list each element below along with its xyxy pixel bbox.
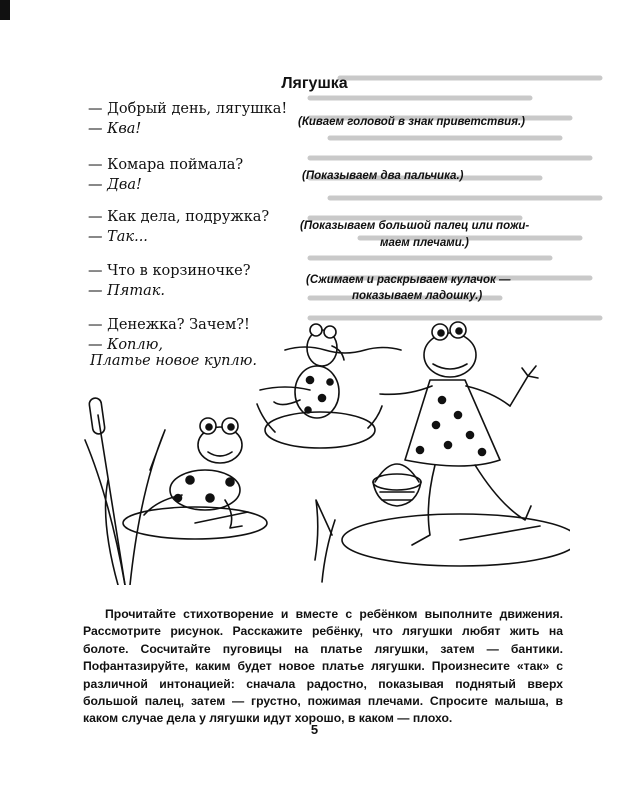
instruction-3-line-1: (Показываем большой палец или пожи- — [300, 220, 530, 232]
instruction-3-line-2: маем плечами.) — [380, 237, 469, 249]
instruction-4-line-2: показываем ладошку.) — [352, 290, 483, 302]
dialogue-answer-5-line-2: Платье новое куплю. — [90, 353, 258, 369]
page-title: Лягушка — [281, 75, 348, 92]
instruction-1: (Киваем головой в знак приветствия.) — [298, 116, 525, 128]
instruction-paragraph: Прочитайте стихотворение и вместе с ребёнком выполните движения. Рассмотрите рисунок. Расскажите ребёнку, что лягушки любят жить на болоте. Сосчитайте пуговицы на платье лягушки, затем — бантики. Пофантазируйте, каким будет новое платье лягушки. Произнесите «так» с различной интонацией: сначала радостно, показывая поднятый вверх большой палец, затем — грустно, пожимая плечами. Спросите малыша, в каком случае дела у лягушки идут хорошо, в каком — плохо. — [83, 607, 563, 726]
dialogue-question-1: — Добрый день, лягушка! — [88, 101, 288, 117]
dialogue-question-4: — Что в корзиночке? — [88, 263, 251, 279]
page-number: 5 — [310, 722, 319, 737]
dialogue-answer-4: — Пятак. — [88, 283, 166, 299]
dialogue-answer-1: — Ква! — [88, 121, 142, 137]
dialogue-answer-5-line-1: — Коплю, — [88, 337, 164, 353]
dialogue-answer-3: — Так... — [88, 229, 148, 245]
instruction-4-line-1: (Сжимаем и раскрываем кулачок — — [306, 274, 511, 286]
scan-edge-mark — [0, 0, 10, 20]
dialogue-question-2: — Комара поймала? — [88, 157, 244, 173]
dialogue-answer-2: — Два! — [88, 177, 142, 193]
dialogue-question-5: — Денежка? Зачем?! — [88, 317, 250, 333]
dialogue-question-3: — Как дела, подружка? — [88, 209, 270, 225]
instruction-2: (Показываем два пальчика.) — [302, 170, 464, 182]
frogs-pond-illustration — [70, 320, 570, 585]
